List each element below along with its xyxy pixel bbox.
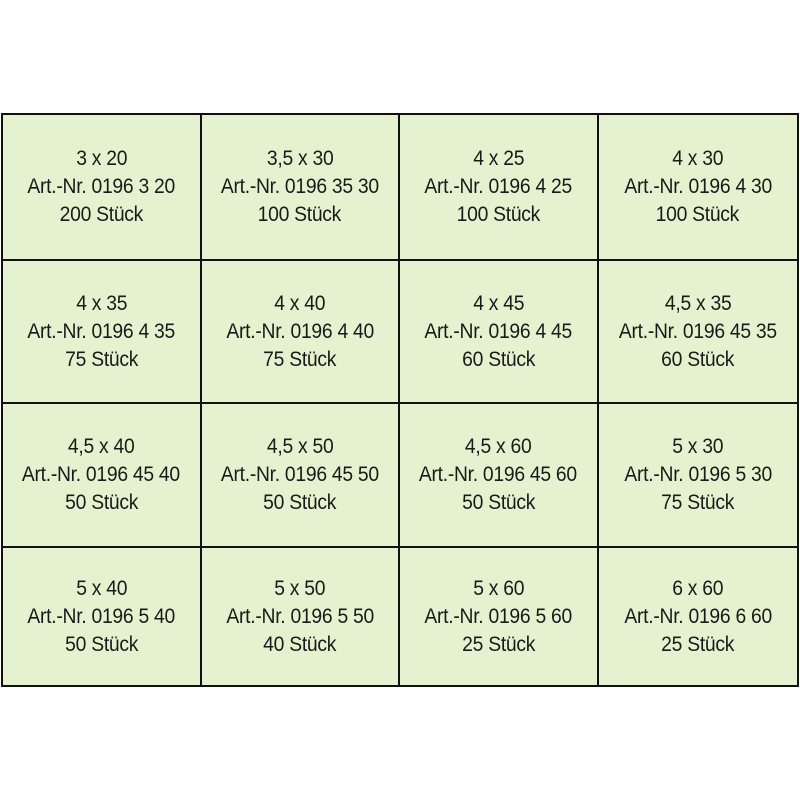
cell-quantity: 75 Stück	[661, 491, 735, 514]
cell-size: 5 x 50	[274, 576, 326, 600]
cell-quantity: 60 Stück	[661, 347, 735, 371]
cell-size: 4 x 25	[472, 147, 524, 170]
cell-quantity: 75 Stück	[64, 347, 138, 371]
compartment-grid	[1, 113, 799, 687]
cell-size: 4 x 45	[472, 291, 524, 315]
cell-quantity: 25 Stück	[461, 632, 535, 656]
cell-article-number: Art.-Nr. 0196 5 50	[225, 604, 374, 628]
cell-quantity: 200 Stück	[59, 203, 143, 226]
cell-size: 4,5 x 35	[664, 291, 732, 315]
cell-article-number: Art.-Nr. 0196 3 20	[27, 175, 176, 198]
compartment-cell	[400, 261, 599, 404]
compartment-cell	[202, 548, 401, 685]
cell-size: 4 x 30	[672, 147, 724, 170]
compartment-cell	[3, 548, 202, 685]
cell-size: 5 x 60	[472, 576, 524, 600]
cell-size: 5 x 30	[672, 435, 724, 458]
compartment-cell	[599, 261, 798, 404]
cell-article-number: Art.-Nr. 0196 45 60	[419, 463, 578, 486]
cell-size: 5 x 40	[75, 576, 127, 600]
cell-quantity: 50 Stück	[461, 491, 535, 514]
cell-article-number: Art.-Nr. 0196 45 40	[22, 463, 181, 486]
cell-quantity: 60 Stück	[461, 347, 535, 371]
cell-article-number: Art.-Nr. 0196 4 45	[424, 319, 573, 343]
cell-quantity: 40 Stück	[263, 632, 337, 656]
compartment-cell	[400, 404, 599, 548]
cell-article-number: Art.-Nr. 0196 4 30	[623, 175, 772, 198]
cell-size: 4 x 35	[75, 291, 127, 315]
compartment-cell	[3, 404, 202, 548]
cell-article-number: Art.-Nr. 0196 35 30	[220, 175, 379, 198]
compartment-cell	[202, 115, 401, 261]
cell-quantity: 100 Stück	[656, 203, 740, 226]
compartment-cell	[400, 115, 599, 261]
compartment-cell	[400, 548, 599, 685]
compartment-cell	[3, 261, 202, 404]
cell-article-number: Art.-Nr. 0196 5 60	[424, 604, 573, 628]
cell-size: 4,5 x 60	[464, 435, 532, 458]
cell-article-number: Art.-Nr. 0196 4 40	[225, 319, 374, 343]
compartment-cell	[3, 115, 202, 261]
cell-quantity: 100 Stück	[456, 203, 540, 226]
cell-article-number: Art.-Nr. 0196 45 35	[618, 319, 777, 343]
cell-article-number: Art.-Nr. 0196 4 35	[27, 319, 176, 343]
cell-article-number: Art.-Nr. 0196 6 60	[623, 604, 772, 628]
cell-size: 4 x 40	[274, 291, 326, 315]
cell-quantity: 50 Stück	[64, 632, 138, 656]
cell-article-number: Art.-Nr. 0196 45 50	[220, 463, 379, 486]
cell-quantity: 50 Stück	[64, 491, 138, 514]
cell-quantity: 50 Stück	[263, 491, 337, 514]
cell-article-number: Art.-Nr. 0196 4 25	[424, 175, 573, 198]
cell-article-number: Art.-Nr. 0196 5 40	[27, 604, 176, 628]
cell-size: 6 x 60	[672, 576, 724, 600]
cell-size: 4,5 x 50	[266, 435, 334, 458]
cell-article-number: Art.-Nr. 0196 5 30	[623, 463, 772, 486]
cell-size: 3 x 20	[75, 147, 127, 170]
compartment-cell	[599, 115, 798, 261]
compartment-cell	[599, 548, 798, 685]
cell-quantity: 75 Stück	[263, 347, 337, 371]
cell-size: 3,5 x 30	[266, 147, 334, 170]
cell-quantity: 100 Stück	[258, 203, 342, 226]
compartment-cell	[202, 261, 401, 404]
compartment-cell	[599, 404, 798, 548]
cell-quantity: 25 Stück	[661, 632, 735, 656]
compartment-cell	[202, 404, 401, 548]
cell-size: 4,5 x 40	[67, 435, 135, 458]
